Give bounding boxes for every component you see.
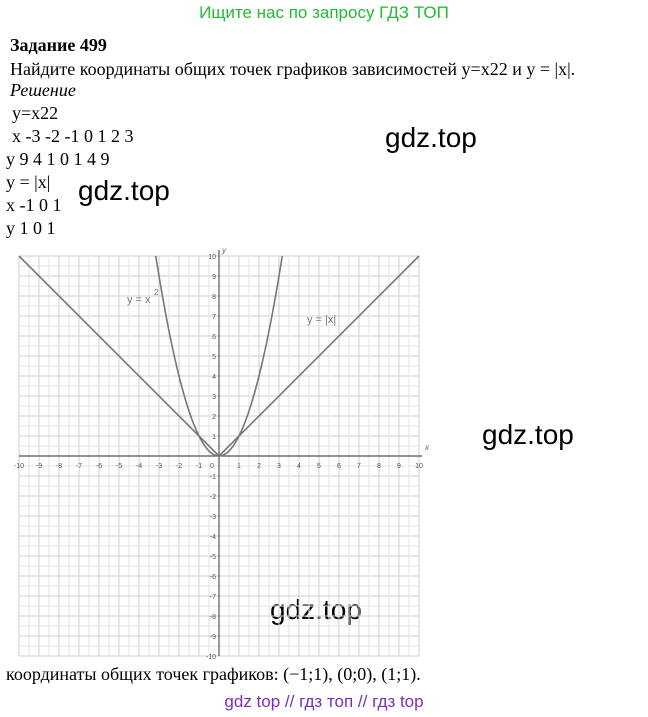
x-tick-label: -8 bbox=[55, 463, 63, 470]
x-tick-label: -2 bbox=[175, 463, 183, 470]
y-tick-label: -6 bbox=[209, 574, 216, 581]
x-tick-label: -3 bbox=[155, 463, 163, 470]
y-tick-label: -7 bbox=[209, 594, 216, 601]
parabola-label: y = x bbox=[127, 294, 151, 306]
x-tick-label: -9 bbox=[35, 463, 43, 470]
x-tick-label: 7 bbox=[357, 463, 361, 470]
y-tick-label: 7 bbox=[212, 314, 216, 321]
x-tick-label: -7 bbox=[75, 463, 83, 470]
x-tick-label: 9 bbox=[397, 463, 401, 470]
y-tick-label: 10 bbox=[208, 254, 216, 261]
y-tick-label: -4 bbox=[209, 534, 216, 541]
y-tick-label: -2 bbox=[209, 494, 216, 501]
parabola-label-exponent: 2 bbox=[154, 288, 159, 297]
y-tick-label: -10 bbox=[205, 654, 216, 661]
watermark: gdz.top bbox=[482, 419, 574, 450]
table-row-x-abs: x -1 0 1 bbox=[6, 195, 62, 215]
watermark: gdz.top bbox=[78, 175, 170, 206]
x-tick-label: -5 bbox=[115, 463, 123, 470]
table-row-x-squares: x -3 -2 -1 0 1 2 3 bbox=[12, 126, 134, 146]
y-axis-label: y bbox=[222, 246, 226, 255]
y-tick-label: 3 bbox=[212, 394, 216, 401]
x-tick-label: 5 bbox=[317, 463, 321, 470]
table-row-y-abs: y 1 0 1 bbox=[6, 218, 56, 238]
solution-label: Решение bbox=[10, 80, 76, 100]
answer-text: координаты общих точек графиков: (−1;1), (0;0), (1;1). bbox=[6, 664, 421, 684]
x-tick-label: 0 bbox=[210, 463, 214, 470]
x-tick-label: 2 bbox=[257, 463, 261, 470]
function-line-2: y = |x| bbox=[6, 172, 51, 192]
y-tick-label: -1 bbox=[209, 474, 216, 481]
x-tick-label: 3 bbox=[277, 463, 281, 470]
x-tick-label: 1 bbox=[237, 463, 241, 470]
x-tick-label: -1 bbox=[195, 463, 203, 470]
function-graph bbox=[9, 242, 434, 661]
x-tick-label: -6 bbox=[95, 463, 103, 470]
x-tick-label: -4 bbox=[135, 463, 143, 470]
y-tick-label: 8 bbox=[212, 294, 216, 301]
task-statement: Найдите координаты общих точек графиков зависимостей y=x22 и y = |x|. bbox=[10, 59, 576, 79]
y-tick-label: 1 bbox=[212, 434, 216, 441]
abs-label: y = |x| bbox=[307, 314, 337, 326]
x-tick-label: -10 bbox=[13, 463, 25, 470]
y-tick-label: 5 bbox=[212, 354, 216, 361]
x-tick-label: 4 bbox=[297, 463, 301, 470]
y-tick-label: -3 bbox=[209, 514, 216, 521]
y-tick-label: -8 bbox=[209, 614, 216, 621]
watermark: gdz.top bbox=[385, 122, 477, 153]
table-row-y-squares: y 9 4 1 0 1 4 9 bbox=[6, 149, 110, 169]
function-line-1: y=x22 bbox=[12, 103, 59, 123]
banner-text[interactable]: Ищите нас по запросу ГДЗ ТОП bbox=[199, 3, 449, 22]
task-title: Задание 499 bbox=[10, 35, 107, 55]
x-tick-label: 10 bbox=[415, 463, 423, 470]
y-tick-label: 6 bbox=[212, 334, 216, 341]
footer-text[interactable]: gdz top // гдз топ // гдз top bbox=[224, 692, 424, 711]
watermark: gdz.top bbox=[270, 594, 362, 625]
y-tick-label: 2 bbox=[212, 414, 216, 421]
y-tick-label: 9 bbox=[212, 274, 216, 281]
y-tick-label: 4 bbox=[212, 374, 216, 381]
y-tick-label: -5 bbox=[209, 554, 216, 561]
x-tick-label: 8 bbox=[377, 463, 381, 470]
x-tick-label: 6 bbox=[337, 463, 341, 470]
x-axis-label: x bbox=[425, 443, 429, 452]
y-tick-label: -9 bbox=[209, 634, 216, 641]
